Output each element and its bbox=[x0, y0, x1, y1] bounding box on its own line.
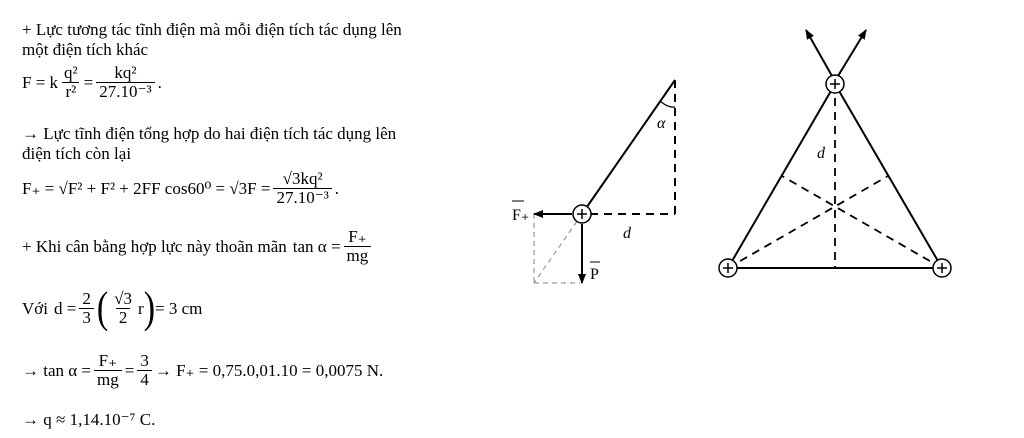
eq2-num: √3kq² bbox=[282, 169, 323, 188]
angle-arc bbox=[660, 101, 675, 107]
eq5-num1: F₊ bbox=[98, 351, 118, 370]
equation-equilibrium bbox=[22, 228, 374, 265]
thread-line bbox=[582, 80, 675, 214]
text-line-final: → q ≈ 1,14.10⁻⁷ C. bbox=[22, 410, 156, 429]
equation-distance: Với d = $\frac{2}{3}$ ( $\frac{√3}{2}$ r ) = 3 cm bbox=[22, 283, 203, 332]
median-right bbox=[782, 176, 942, 268]
eq4-rhs: = 3 cm bbox=[155, 298, 203, 318]
eq4-n2: √3 bbox=[114, 289, 133, 308]
eq2-end: . bbox=[334, 178, 340, 198]
eq5-den1: mg bbox=[94, 370, 122, 389]
d-label: d bbox=[623, 225, 631, 242]
equation-coulomb-force: F = k $\frac{\text{q²}}{\text{r²}}$ = $\frac{\text{kq²}}{\text{27.10⁻³}}$ . bbox=[22, 63, 162, 101]
charge-bottom-right bbox=[933, 259, 951, 277]
eq3-den: mg bbox=[344, 246, 372, 265]
d-label-triangle: d bbox=[817, 145, 825, 162]
text-line-1: + Lực tương tác tĩnh điện mà mỗi điện tích tác dụng lên bbox=[22, 20, 402, 39]
equation-resultant-force bbox=[22, 170, 339, 207]
text-voi: Với bbox=[22, 298, 48, 318]
force-arrow-left bbox=[806, 30, 832, 76]
figure-triangle-charges bbox=[710, 22, 970, 282]
eq3-num: F₊ bbox=[348, 227, 367, 246]
eq5-den2: 4 bbox=[137, 370, 152, 389]
p-label: P bbox=[590, 266, 599, 283]
equation-result-force: → tan α = $\frac{F_+}{mg}$ = $\frac{3}{4}$ → F₊ = 0,75.0,01.10 = 0,0075 N. bbox=[22, 351, 384, 389]
text-line-4: điện tích còn lại bbox=[22, 144, 132, 163]
triangle-right-side bbox=[835, 84, 942, 268]
eq5-rhs: → F₊ = 0,75.0,01.10 = 0,0075 N. bbox=[154, 360, 384, 380]
eq1-num1: q² bbox=[64, 63, 78, 82]
parallelogram-diagonal bbox=[534, 214, 582, 283]
eq1-num2: kq² bbox=[114, 63, 137, 82]
text-line-2: một điện tích khác bbox=[22, 40, 149, 59]
eq5-lhs: → tan α = bbox=[22, 360, 92, 380]
figure-pendulum-forces bbox=[500, 70, 700, 310]
median-left bbox=[728, 176, 888, 268]
eq4-r: r bbox=[138, 298, 144, 318]
eq2-lhs: F₊ = √F² + F² + 2FF cos60⁰ = √3F = bbox=[22, 178, 271, 198]
eq5-num2: 3 bbox=[140, 351, 149, 370]
eq4-d2: 2 bbox=[116, 308, 131, 327]
eq3-lhs: tan α = bbox=[292, 236, 341, 256]
text-line-3: → Lực tĩnh điện tổng hợp do hai điện tích tác dụng lên bbox=[22, 124, 397, 143]
eq2-den: 27.10⁻³ bbox=[273, 188, 331, 207]
alpha-label: α bbox=[657, 115, 666, 132]
eq1-end: . bbox=[157, 72, 162, 92]
eq1-den1: r² bbox=[62, 82, 79, 101]
eq1-den2: 27.10⁻³ bbox=[96, 82, 154, 101]
text-line-5: + Khi cân bằng hợp lực này thoãn mãn bbox=[22, 236, 287, 256]
triangle-left-side bbox=[728, 84, 835, 268]
charge-top bbox=[826, 75, 844, 93]
fplus-label: F₊ bbox=[512, 207, 530, 224]
eq4-d1: 3 bbox=[79, 308, 94, 327]
eq4-lhs: d = bbox=[54, 298, 77, 318]
eq1-lhs: F = k bbox=[22, 72, 59, 92]
force-arrow-right bbox=[838, 30, 866, 76]
eq4-n1: 2 bbox=[82, 289, 91, 308]
charge-bottom-left bbox=[719, 259, 737, 277]
